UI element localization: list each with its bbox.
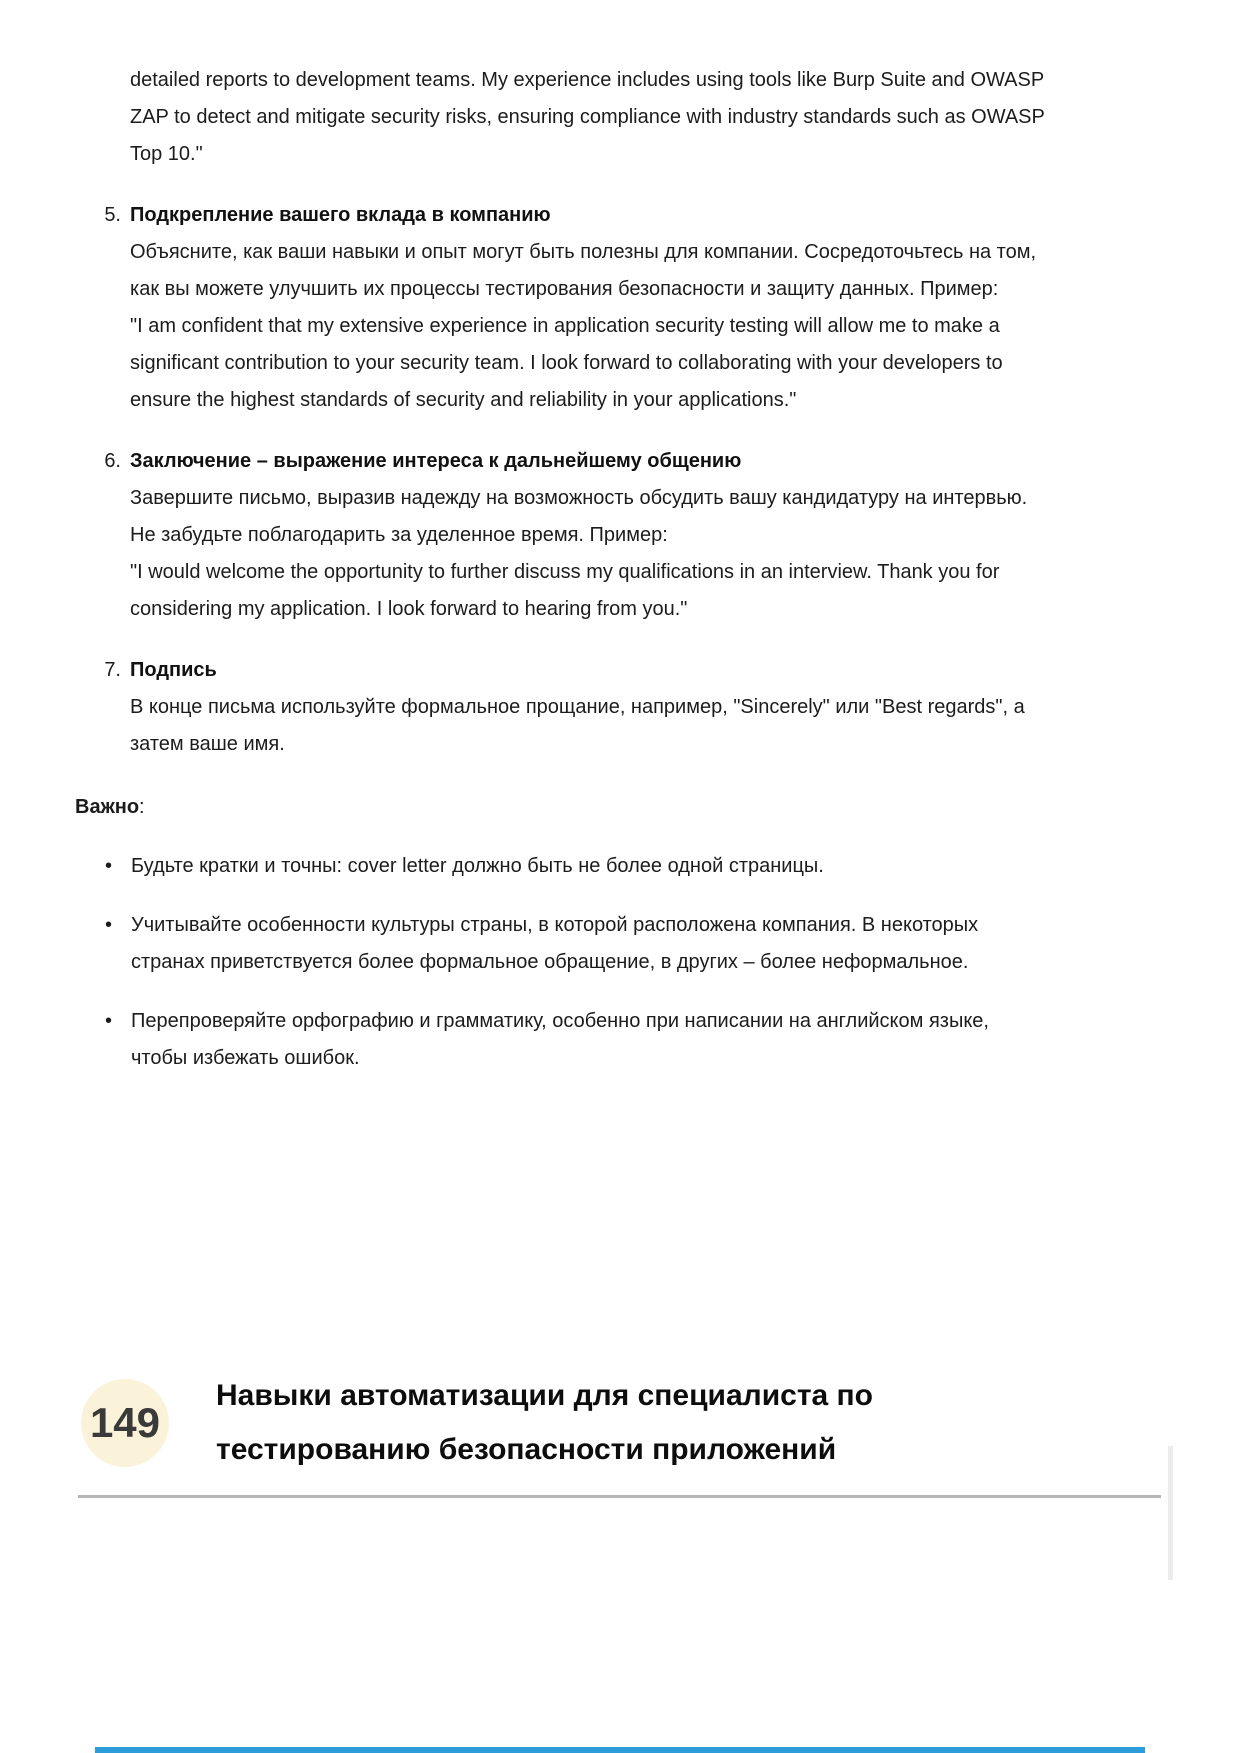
section-number: 149 <box>89 1399 161 1446</box>
section-number-badge <box>81 1379 169 1467</box>
bullet-text: Перепроверяйте орфографию и грамматику, особенно при написании на английском языке, чтобы избежать ошибок. <box>131 1010 989 1069</box>
bullet-icon: • <box>105 1010 113 1032</box>
list-item-6 <box>75 443 1161 628</box>
bullet-item <box>75 1003 1161 1077</box>
list-item-body: В конце письма используйте формальное прощание, например, "Sincerely" или "Best regards", а затем ваше имя. <box>130 696 1025 755</box>
list-item-title: Подпись <box>130 659 217 681</box>
bullet-icon: • <box>105 914 113 936</box>
bullet-text: Учитывайте особенности культуры страны, в которой расположена компания. В некоторых странах приветствуется более формальное обращение, в других – более неформальное. <box>131 914 979 973</box>
list-item-example: "I would welcome the opportunity to further discuss my qualifications in an interview. Thank you for considering my application. I look forward to hearing from you." <box>130 561 1000 620</box>
section-divider <box>78 1495 1161 1498</box>
bullet-item <box>75 848 1161 885</box>
list-item-example: "I am confident that my extensive experience in application security testing will allow me to make a significant contribution to your security team. I look forward to collaborating with your developers to ensure the highest standards of security and reliability in your applications." <box>130 315 1003 411</box>
list-item-7 <box>75 652 1161 763</box>
important-word: Важно <box>75 796 140 818</box>
list-item-5 <box>75 197 1161 419</box>
list-item-number: 7. <box>104 659 121 681</box>
important-colon: : <box>139 796 145 818</box>
list-item-content <box>130 652 1052 763</box>
bottom-accent-bar <box>95 1747 1145 1753</box>
list-item-body: Объясните, как ваши навыки и опыт могут быть полезны для компании. Сосредоточьтесь на том, как вы можете улучшить их процессы тестирования безопасности и защиту данных. Пример: <box>130 241 1037 300</box>
page-edge-shadow <box>1168 1446 1173 1580</box>
list-item-number: 6. <box>104 450 121 472</box>
list-item-content <box>130 443 1052 628</box>
list-item-number: 5. <box>104 204 121 226</box>
list-item-content <box>130 197 1052 419</box>
bullet-icon: • <box>105 855 113 877</box>
bullet-text: Будьте кратки и точны: cover letter должно быть не более одной страницы. <box>131 855 824 877</box>
important-label <box>75 789 1161 826</box>
list-item-body: Завершите письмо, выразив надежду на возможность обсудить вашу кандидатуру на интервью. Не забудьте поблагодарить за уделенное время. Пример: <box>130 487 1028 546</box>
list-item-title: Заключение – выражение интереса к дальнейшему общению <box>130 450 742 472</box>
list-item-title: Подкрепление вашего вклада в компанию <box>130 204 551 226</box>
paragraph-continuation: detailed reports to development teams. My experience includes using tools like Burp Suite and OWASP ZAP to detect and mitigate security risks, ensuring compliance with industry standards such as OWASP Top 10." <box>130 69 1045 165</box>
section-header <box>81 1369 1161 1477</box>
section-title: Навыки автоматизации для специалиста по тестированию безопасности приложений <box>216 1379 873 1466</box>
vertical-spacer <box>75 1077 1161 1369</box>
bullet-item <box>75 907 1161 981</box>
